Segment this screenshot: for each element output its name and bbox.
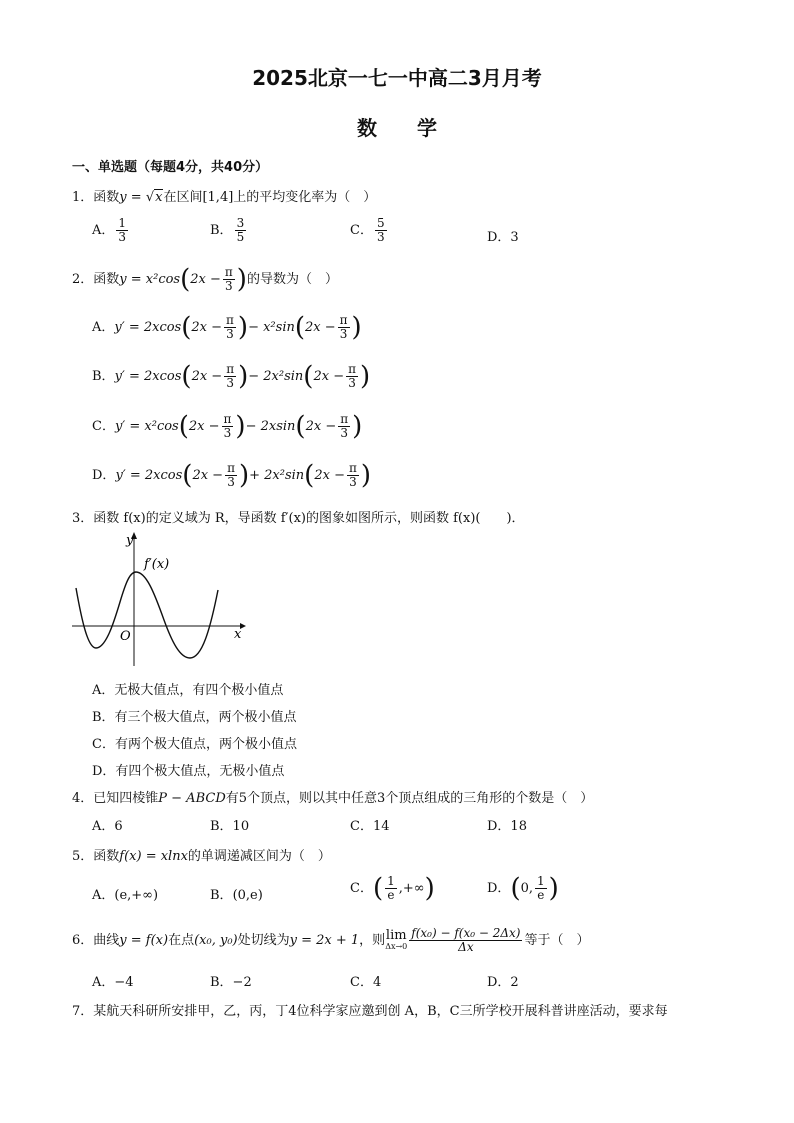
q2-option-d	[92, 462, 371, 489]
q2-three: 3	[225, 279, 233, 293]
q2-func: y = x²cos	[119, 272, 181, 287]
q2-d-label: D．	[92, 468, 116, 483]
q4-option-c: C．14	[350, 819, 390, 834]
q2-d-three2: 3	[349, 475, 357, 489]
q5-c-den: e	[387, 888, 395, 902]
q2-option-c	[92, 413, 362, 440]
q5-c-rp: )	[424, 873, 435, 904]
q2-prefix: 2．函数	[72, 272, 120, 287]
q2-b-expr1: y′ = 2xcos	[114, 369, 182, 384]
q2-rparen: )	[236, 264, 247, 295]
q2-frac	[223, 266, 235, 293]
q5-c-lp: (	[372, 873, 384, 904]
q1-prefix: 1．函数	[72, 190, 120, 205]
q2-c-expr1: y′ = x²cos	[114, 419, 179, 434]
q2-b-three2: 3	[348, 376, 356, 390]
q2-d-expr2: + 2x²sin	[249, 468, 305, 483]
q1-c-den: 3	[376, 230, 385, 244]
q2-b-pi1: π	[226, 362, 235, 376]
q2-arg: 2x −	[190, 272, 221, 287]
question-6	[72, 927, 590, 954]
question-5	[72, 845, 331, 864]
q2-d-pi2: π	[348, 461, 357, 475]
q4-option-a: A．6	[92, 819, 123, 834]
q1-a-frac	[116, 217, 128, 244]
q5-a-label: A．	[92, 888, 115, 903]
q2-c-frac2	[338, 413, 350, 440]
q6-point: (x₀, y₀)	[194, 933, 238, 948]
q2-b-rp2: )	[359, 361, 371, 392]
graph-curve-label: f′(x)	[144, 557, 170, 572]
q2-d-arg2: 2x −	[314, 468, 345, 483]
q1-b-frac	[235, 217, 247, 244]
q2-d-rp2: )	[360, 460, 372, 491]
q5-c-post: ,+∞	[398, 881, 425, 896]
q1-interval: [1,4]	[202, 190, 234, 205]
q5-b-label: B．	[210, 888, 233, 903]
q1-b-num: 3	[236, 216, 245, 230]
q2-c-lp2: (	[295, 411, 306, 442]
q2-c-arg2: 2x −	[305, 419, 337, 434]
q4-post: 有5个顶点，则以其中任意3个顶点组成的三角形的个数是（ ）	[225, 791, 594, 806]
q1-y: y	[119, 190, 127, 205]
q6-post: 等于（ ）	[524, 933, 590, 948]
q4-pyramid: P − ABCD	[158, 791, 226, 806]
q2-b-three1: 3	[226, 376, 234, 390]
q2-b-lp1: (	[181, 361, 192, 392]
q5-func: f(x) = xlnx	[119, 849, 188, 864]
subject-title: 数学	[357, 116, 477, 140]
q1-c-label: C．	[350, 223, 373, 238]
q5-b-value: (0,e)	[232, 888, 263, 903]
q2-c-rp2: )	[352, 411, 363, 442]
q2-d-arg1: 2x −	[192, 468, 224, 483]
q6-option-d: D．2	[487, 975, 519, 990]
q2-c-lp1: (	[178, 411, 189, 442]
q2-option-b	[92, 363, 370, 390]
question-7: 7．某航天科研所安排甲，乙，丙，丁4位科学家应邀到创 A，B，C三所学校开展科普讲座活动，要求每	[72, 1004, 668, 1019]
q2-a-expr1: y′ = 2xcos	[114, 320, 182, 335]
q6-option-b: B．−2	[210, 975, 252, 990]
q5-d-num: 1	[537, 874, 545, 888]
q2-c-rp1: )	[235, 411, 246, 442]
q2-a-lp2: (	[294, 312, 306, 343]
q5-c-frac	[385, 875, 397, 902]
q2-post: 的导数为（ ）	[246, 272, 338, 287]
q1-a-num: 1	[118, 216, 127, 230]
q6-mid: 在点	[168, 933, 195, 948]
q2-a-rp2: )	[351, 312, 362, 343]
q1-post: 上的平均变化率为（ ）	[233, 190, 377, 205]
page-title: 2025北京一七一中高二3月月考	[252, 66, 542, 90]
q2-pi: π	[224, 265, 233, 279]
q3-option-b: B．有三个极大值点，两个极小值点	[92, 710, 297, 725]
q5-c-label: C．	[350, 881, 373, 896]
q3-option-c: C．有两个极大值点，两个极小值点	[92, 737, 297, 752]
q1-b-label: B．	[210, 223, 233, 238]
q2-d-frac1	[225, 462, 237, 489]
q5-a-value: (e,+∞)	[114, 888, 159, 903]
q6-frac	[409, 927, 522, 954]
q2-d-lp2: (	[304, 460, 315, 491]
q2-a-lp1: (	[181, 312, 192, 343]
q2-a-pi2: π	[339, 313, 348, 327]
q2-c-frac1	[222, 413, 234, 440]
q2-a-rp1: )	[237, 312, 249, 343]
graph-x-label: x	[234, 627, 242, 642]
graph-origin-label: O	[120, 629, 131, 644]
q2-a-frac1	[224, 314, 236, 341]
q2-c-pi1: π	[223, 412, 232, 426]
q2-d-lp1: (	[182, 460, 193, 491]
question-4	[72, 787, 593, 806]
q3-option-d: D．有四个极大值点，无极小值点	[92, 764, 285, 779]
q1-b-den: 5	[236, 230, 245, 244]
q2-b-lp2: (	[303, 361, 314, 392]
q6-mid2: 处切线为	[237, 933, 290, 948]
q5-option-b	[210, 884, 263, 903]
q1-x: x	[155, 190, 163, 205]
q5-option-a	[92, 884, 158, 903]
q2-b-arg2: 2x −	[313, 369, 345, 384]
q6-option-c: C．4	[350, 975, 382, 990]
q2-c-three1: 3	[223, 426, 232, 440]
derivative-graph	[68, 530, 248, 670]
q1-option-c	[350, 217, 389, 244]
q4-prefix: 4．已知四棱锥	[72, 791, 159, 806]
q5-option-c	[350, 875, 435, 902]
q5-d-pre: 0,	[520, 881, 533, 896]
q5-c-num: 1	[387, 874, 395, 888]
q2-b-frac2	[346, 363, 358, 390]
q2-b-pi2: π	[348, 362, 356, 376]
q3-option-a: A．无极大值点，有四个极小值点	[92, 683, 284, 698]
q2-d-rp1: )	[238, 460, 250, 491]
q5-d-rp: )	[548, 873, 559, 904]
q6-line: y = 2x + 1	[289, 933, 360, 948]
q2-option-a	[92, 314, 362, 341]
q5-d-frac	[535, 875, 547, 902]
q2-c-three2: 3	[340, 426, 348, 440]
q2-lparen: (	[180, 264, 191, 295]
q2-b-label: B．	[92, 369, 115, 384]
q2-d-three1: 3	[227, 475, 235, 489]
q1-a-den: 3	[118, 230, 127, 244]
q4-option-d: D．18	[487, 819, 527, 834]
q6-func: y = f(x)	[119, 933, 169, 948]
q5-d-label: D．	[487, 881, 511, 896]
question-1: 1．函数y = √x在区间[1,4]上的平均变化率为（ ）	[72, 190, 377, 205]
q1-eq: =	[126, 190, 146, 205]
graph-y-label: y	[126, 533, 134, 548]
q1-a-label: A．	[92, 223, 115, 238]
section-heading: 一、单选题（每题4分，共40分）	[72, 160, 269, 175]
q5-prefix: 5．函数	[72, 849, 120, 864]
q2-c-expr2: − 2xsin	[245, 419, 296, 434]
q2-a-label: A．	[92, 320, 115, 335]
q2-a-arg1: 2x −	[191, 320, 223, 335]
question-2	[72, 266, 338, 293]
q5-d-lp: (	[510, 873, 521, 904]
q6-lim: lim	[385, 927, 407, 943]
q1-c-num: 5	[376, 216, 385, 230]
q2-b-rp1: )	[238, 361, 249, 392]
q5-d-den: e	[537, 888, 545, 902]
q2-a-pi1: π	[226, 313, 234, 327]
q6-mid3: ，则	[359, 933, 386, 948]
derivative-curve	[76, 572, 218, 658]
q6-option-a: A．−4	[92, 975, 134, 990]
q1-option-a	[92, 217, 130, 244]
q2-a-expr2: − x²sin	[248, 320, 295, 335]
q2-a-three2: 3	[339, 327, 348, 341]
q6-den: Δx	[458, 940, 474, 954]
q1-option-d: D．3	[487, 230, 519, 245]
q1-c-frac	[375, 217, 387, 244]
q5-option-d	[487, 875, 559, 902]
q2-d-frac2	[347, 462, 359, 489]
q4-option-b: B．10	[210, 819, 250, 834]
q6-limit	[385, 927, 408, 952]
q6-prefix: 6．曲线	[72, 933, 120, 948]
q2-a-arg2: 2x −	[305, 320, 336, 335]
q5-post: 的单调递减区间为（ ）	[187, 849, 331, 864]
q2-c-arg1: 2x −	[188, 419, 220, 434]
q1-option-b	[210, 217, 248, 244]
q2-c-label: C．	[92, 419, 115, 434]
q2-a-frac2	[338, 314, 350, 341]
question-3: 3．函数 f(x)的定义域为 R，导函数 f′(x)的图象如图所示，则函数 f(x)( )．	[72, 511, 525, 526]
q6-lim-sub: Δx→0	[385, 941, 408, 951]
q2-c-pi2: π	[340, 412, 349, 426]
q1-mid: 在区间	[163, 190, 203, 205]
q2-d-pi1: π	[227, 461, 235, 475]
q2-a-three1: 3	[226, 327, 234, 341]
q2-b-expr2: − 2x²sin	[248, 369, 304, 384]
q6-num: f(x₀) − f(x₀ − 2Δx)	[411, 926, 521, 940]
q2-d-expr1: y′ = 2xcos	[115, 468, 183, 483]
q2-b-arg1: 2x −	[191, 369, 223, 384]
q2-b-frac1	[224, 363, 236, 390]
